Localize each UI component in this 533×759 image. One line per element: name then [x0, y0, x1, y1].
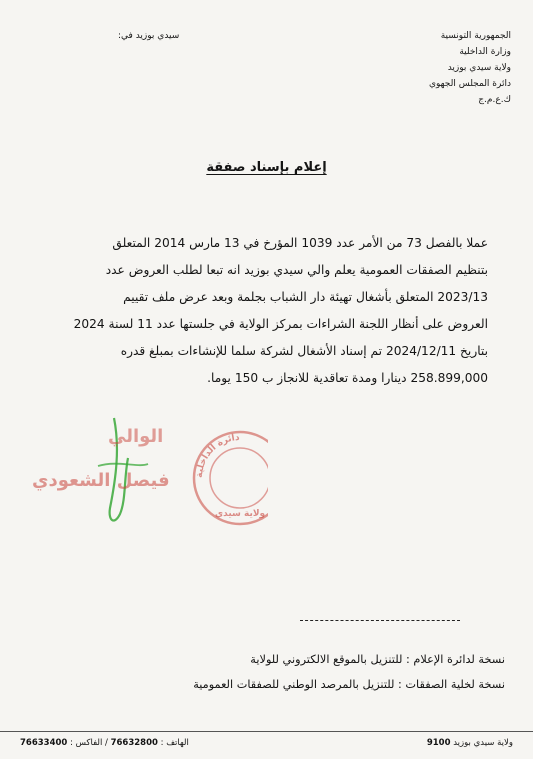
phone-label: الهاتف :	[160, 738, 189, 748]
footer-contacts	[20, 738, 189, 748]
header-reference: ك.ع.م.ج	[478, 95, 511, 105]
signatory-title-stamp: الوالي	[108, 426, 164, 447]
document-title: إعلام بإسناد صفقة	[206, 160, 327, 175]
copy-line: نسخة لدائرة الإعلام : للتنزيل بالموقع الالكتروني للولاية	[250, 653, 505, 666]
header-department: دائرة المجلس الجهوي	[428, 79, 511, 89]
place-date: سيدي بوزيد في:	[118, 31, 180, 41]
stamp-ring-text: دائرة الداخلية	[194, 432, 240, 479]
fax-number: 76633400	[20, 738, 68, 748]
phone-number: 76632800	[110, 738, 158, 748]
body-line: بتاريخ 2024/12/11 تم إسناد الأشغال لشركة سلما للإنشاءات بمبلغ قدره	[120, 344, 488, 358]
issuer-header	[361, 28, 511, 108]
separator-line	[300, 620, 460, 621]
body-line: العروض على أنظار اللجنة الشراءات بمركز الولاية في جلستها عدد 11 لسنة 2024	[73, 317, 488, 331]
announcement-body	[28, 230, 488, 392]
body-line: 258.899,000 دينارا ومدة تعاقدية للانجاز ب 150 يوما.	[207, 371, 488, 385]
header-ministry: وزارة الداخلية	[459, 47, 511, 57]
stamp-bottom-text: ولاية سيدي	[214, 509, 266, 519]
header-country: الجمهورية التونسية	[440, 31, 511, 41]
body-line: 2023/13 المتعلق بأشغال تهيئة دار الشباب بجلمة وبعد عرض ملف تقييم	[123, 290, 488, 304]
fax-label: / الفاكس :	[70, 738, 108, 748]
header-governorate: ولاية سيدي بوزيد	[447, 63, 511, 73]
signatory-name-stamp: فيصل الشعودي	[32, 470, 170, 491]
svg-text:دائرة الداخلية	[195, 433, 240, 478]
address-label: ولاية سيدي بوزيد	[453, 738, 513, 748]
footer-address	[427, 738, 513, 748]
footer-divider	[0, 731, 533, 732]
copies-list	[45, 647, 505, 697]
postal-code: 9100	[426, 738, 451, 748]
copy-line: نسخة لخلية الصفقات : للتنزيل بالمرصد الوطني للصفقات العمومية	[193, 678, 505, 691]
body-line: عملا بالفصل 73 من الأمر عدد 1039 المؤرخ في 13 مارس 2014 المتعلق	[112, 236, 488, 250]
footer	[20, 738, 513, 748]
body-line: بتنظيم الصفقات العمومية يعلم والي سيدي بوزيد انه تبعا لطلب العروض عدد	[105, 263, 488, 277]
